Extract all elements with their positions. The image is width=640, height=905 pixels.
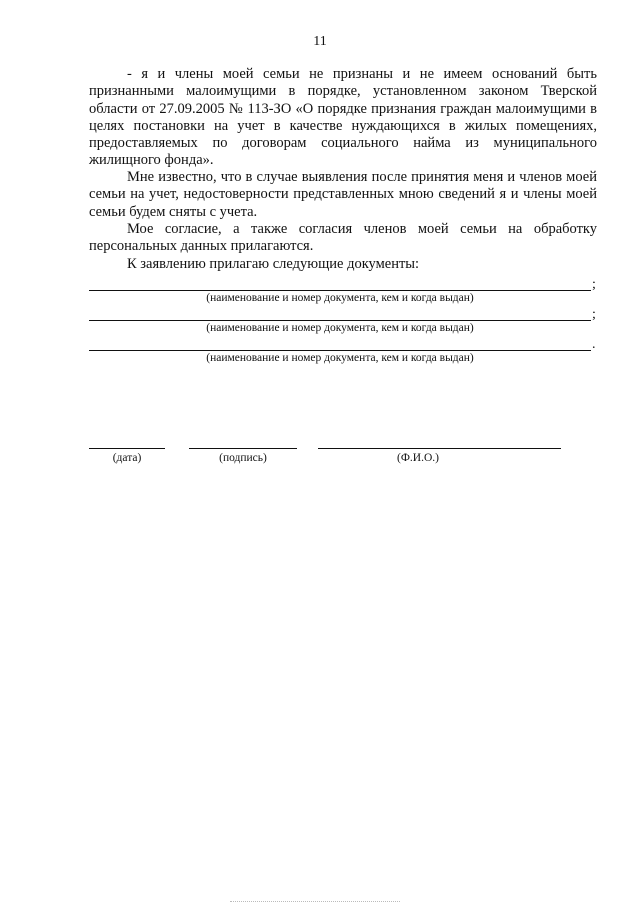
signature-line[interactable] — [189, 448, 297, 449]
paragraph-consent: Мое согласие, а также согласия членов моей семьи на обработку персональных данных прилагаются. — [89, 221, 597, 255]
date-caption: (дата) — [112, 452, 142, 464]
document-line-1-punct: ; — [592, 277, 596, 292]
full-name-line[interactable] — [318, 448, 561, 449]
document-line-3-punct: . — [592, 337, 596, 352]
document-line-1[interactable] — [89, 290, 591, 291]
paragraph-awareness: Мне известно, что в случае выявления после принятия меня и членов моей семьи на учет, недостоверности представленных мною сведений я и члены моей семьи будем сняты с учета. — [89, 169, 597, 220]
document-line-2[interactable] — [89, 320, 591, 321]
page-number: 11 — [313, 34, 327, 49]
full-name-caption: (Ф.И.О.) — [397, 452, 439, 464]
date-line[interactable] — [89, 448, 165, 449]
paragraph-malo-status: - я и члены моей семьи не признаны и не имеем оснований быть признанными малоимущими в порядке, установленном законом Тверской области от 27.09.2005 № 113-ЗО «О порядке признания граждан малоимущими в целях постановки на учет в качестве нуждающихся в жилых помещениях, предоставляемых по договорам социального найма из муниципального жилищного фонда». — [89, 66, 597, 169]
document-line-3-caption: (наименование и номер документа, кем и когда выдан) — [206, 352, 474, 364]
scan-edge-artifact — [230, 901, 400, 902]
document-line-1-caption: (наименование и номер документа, кем и когда выдан) — [206, 292, 474, 304]
document-line-2-caption: (наименование и номер документа, кем и когда выдан) — [206, 322, 474, 334]
document-line-2-punct: ; — [592, 307, 596, 322]
signature-caption: (подпись) — [219, 452, 267, 464]
document-line-3[interactable] — [89, 350, 591, 351]
paragraph-attachments-intro: К заявлению прилагаю следующие документы: — [127, 256, 420, 272]
